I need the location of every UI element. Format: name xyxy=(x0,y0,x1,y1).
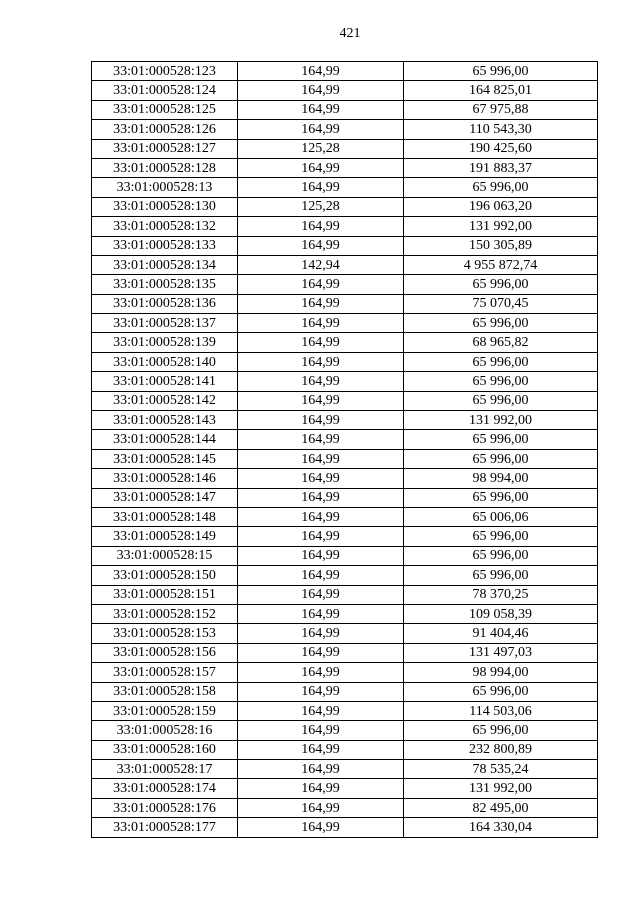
cadastral-value-cell: 98 994,00 xyxy=(404,663,598,682)
cadastral-value-cell: 68 965,82 xyxy=(404,333,598,352)
cadastral-number-cell: 33:01:000528:135 xyxy=(92,275,238,294)
table-row xyxy=(92,81,598,100)
cadastral-number-cell: 33:01:000528:143 xyxy=(92,411,238,430)
area-cell: 164,99 xyxy=(238,120,404,139)
cadastral-number-cell: 33:01:000528:150 xyxy=(92,566,238,585)
cadastral-number-cell: 33:01:000528:133 xyxy=(92,236,238,255)
table-row xyxy=(92,294,598,313)
area-cell: 164,99 xyxy=(238,217,404,236)
cadastral-number-cell: 33:01:000528:144 xyxy=(92,430,238,449)
cadastral-value-cell: 150 305,89 xyxy=(404,236,598,255)
table-row xyxy=(92,449,598,468)
cadastral-number-cell: 33:01:000528:145 xyxy=(92,449,238,468)
cadastral-value-cell: 67 975,88 xyxy=(404,100,598,119)
area-cell: 164,99 xyxy=(238,798,404,817)
area-cell: 164,99 xyxy=(238,740,404,759)
table-row xyxy=(92,411,598,430)
cadastral-value-cell: 131 992,00 xyxy=(404,779,598,798)
table-row xyxy=(92,798,598,817)
table-row xyxy=(92,197,598,216)
area-cell: 164,99 xyxy=(238,62,404,81)
cadastral-value-cell: 232 800,89 xyxy=(404,740,598,759)
cadastral-value-cell: 109 058,39 xyxy=(404,604,598,623)
cadastral-number-cell: 33:01:000528:140 xyxy=(92,352,238,371)
table-row xyxy=(92,430,598,449)
table-row xyxy=(92,760,598,779)
table-row xyxy=(92,701,598,720)
table-row xyxy=(92,488,598,507)
cadastral-value-cell: 75 070,45 xyxy=(404,294,598,313)
cadastral-number-cell: 33:01:000528:141 xyxy=(92,372,238,391)
table-row xyxy=(92,779,598,798)
area-cell: 125,28 xyxy=(238,139,404,158)
cadastral-number-cell: 33:01:000528:125 xyxy=(92,100,238,119)
cadastral-value-cell: 131 497,03 xyxy=(404,643,598,662)
table-row xyxy=(92,352,598,371)
cadastral-number-cell: 33:01:000528:15 xyxy=(92,546,238,565)
table-row xyxy=(92,314,598,333)
cadastral-number-cell: 33:01:000528:157 xyxy=(92,663,238,682)
table-row xyxy=(92,585,598,604)
area-cell: 125,28 xyxy=(238,197,404,216)
area-cell: 164,99 xyxy=(238,391,404,410)
table-row xyxy=(92,158,598,177)
area-cell: 164,99 xyxy=(238,488,404,507)
cadastral-number-cell: 33:01:000528:139 xyxy=(92,333,238,352)
area-cell: 164,99 xyxy=(238,721,404,740)
area-cell: 164,99 xyxy=(238,236,404,255)
area-cell: 142,94 xyxy=(238,255,404,274)
table-row xyxy=(92,604,598,623)
area-cell: 164,99 xyxy=(238,818,404,837)
area-cell: 164,99 xyxy=(238,507,404,526)
table-row xyxy=(92,275,598,294)
cadastral-value-cell: 82 495,00 xyxy=(404,798,598,817)
area-cell: 164,99 xyxy=(238,294,404,313)
area-cell: 164,99 xyxy=(238,352,404,371)
table-row xyxy=(92,469,598,488)
area-cell: 164,99 xyxy=(238,566,404,585)
area-cell: 164,99 xyxy=(238,81,404,100)
table-row xyxy=(92,255,598,274)
cadastral-number-cell: 33:01:000528:160 xyxy=(92,740,238,759)
table-row xyxy=(92,217,598,236)
area-cell: 164,99 xyxy=(238,624,404,643)
cadastral-value-cell: 65 996,00 xyxy=(404,62,598,81)
cadastral-value-cell: 65 996,00 xyxy=(404,275,598,294)
cadastral-value-cell: 191 883,37 xyxy=(404,158,598,177)
cadastral-number-cell: 33:01:000528:152 xyxy=(92,604,238,623)
cadastral-number-cell: 33:01:000528:134 xyxy=(92,255,238,274)
cadastral-number-cell: 33:01:000528:174 xyxy=(92,779,238,798)
cadastral-value-cell: 164 825,01 xyxy=(404,81,598,100)
table-body xyxy=(92,62,598,838)
cadastral-value-cell: 78 535,24 xyxy=(404,760,598,779)
area-cell: 164,99 xyxy=(238,314,404,333)
cadastral-number-cell: 33:01:000528:17 xyxy=(92,760,238,779)
page-number: 421 xyxy=(339,26,361,41)
cadastral-value-cell: 65 996,00 xyxy=(404,430,598,449)
area-cell: 164,99 xyxy=(238,643,404,662)
cadastral-value-cell: 65 996,00 xyxy=(404,527,598,546)
cadastral-value-cell: 65 996,00 xyxy=(404,352,598,371)
table-row xyxy=(92,740,598,759)
table-row xyxy=(92,663,598,682)
cadastral-number-cell: 33:01:000528:156 xyxy=(92,643,238,662)
area-cell: 164,99 xyxy=(238,178,404,197)
cadastral-value-cell: 65 996,00 xyxy=(404,449,598,468)
table-row xyxy=(92,624,598,643)
cadastral-number-cell: 33:01:000528:124 xyxy=(92,81,238,100)
area-cell: 164,99 xyxy=(238,275,404,294)
table-row xyxy=(92,139,598,158)
cadastral-number-cell: 33:01:000528:148 xyxy=(92,507,238,526)
cadastral-number-cell: 33:01:000528:153 xyxy=(92,624,238,643)
area-cell: 164,99 xyxy=(238,469,404,488)
cadastral-value-cell: 4 955 872,74 xyxy=(404,255,598,274)
table-row xyxy=(92,372,598,391)
cadastral-value-cell: 65 996,00 xyxy=(404,546,598,565)
cadastral-number-cell: 33:01:000528:130 xyxy=(92,197,238,216)
area-cell: 164,99 xyxy=(238,585,404,604)
cadastral-value-cell: 65 006,06 xyxy=(404,507,598,526)
table-row xyxy=(92,333,598,352)
area-cell: 164,99 xyxy=(238,333,404,352)
cadastral-value-cell: 65 996,00 xyxy=(404,372,598,391)
cadastral-value-cell: 131 992,00 xyxy=(404,411,598,430)
area-cell: 164,99 xyxy=(238,663,404,682)
cadastral-value-cell: 114 503,06 xyxy=(404,701,598,720)
area-cell: 164,99 xyxy=(238,449,404,468)
cadastral-value-cell: 196 063,20 xyxy=(404,197,598,216)
cadastral-value-cell: 65 996,00 xyxy=(404,488,598,507)
table-row xyxy=(92,236,598,255)
cadastral-value-cell: 131 992,00 xyxy=(404,217,598,236)
cadastral-number-cell: 33:01:000528:146 xyxy=(92,469,238,488)
cadastral-value-cell: 65 996,00 xyxy=(404,682,598,701)
table-row xyxy=(92,507,598,526)
area-cell: 164,99 xyxy=(238,158,404,177)
cadastral-value-cell: 65 996,00 xyxy=(404,721,598,740)
cadastral-value-cell: 91 404,46 xyxy=(404,624,598,643)
table-row xyxy=(92,721,598,740)
cadastral-number-cell: 33:01:000528:142 xyxy=(92,391,238,410)
area-cell: 164,99 xyxy=(238,100,404,119)
cadastral-number-cell: 33:01:000528:126 xyxy=(92,120,238,139)
cadastral-number-cell: 33:01:000528:13 xyxy=(92,178,238,197)
table-row xyxy=(92,527,598,546)
area-cell: 164,99 xyxy=(238,372,404,391)
cadastral-number-cell: 33:01:000528:177 xyxy=(92,818,238,837)
cadastral-value-cell: 110 543,30 xyxy=(404,120,598,139)
cadastral-value-cell: 190 425,60 xyxy=(404,139,598,158)
cadastral-value-cell: 65 996,00 xyxy=(404,314,598,333)
area-cell: 164,99 xyxy=(238,604,404,623)
cadastral-value-table xyxy=(91,61,598,838)
cadastral-number-cell: 33:01:000528:127 xyxy=(92,139,238,158)
cadastral-number-cell: 33:01:000528:136 xyxy=(92,294,238,313)
table-row xyxy=(92,391,598,410)
area-cell: 164,99 xyxy=(238,546,404,565)
cadastral-number-cell: 33:01:000528:128 xyxy=(92,158,238,177)
area-cell: 164,99 xyxy=(238,430,404,449)
cadastral-value-cell: 164 330,04 xyxy=(404,818,598,837)
cadastral-number-cell: 33:01:000528:132 xyxy=(92,217,238,236)
table-row xyxy=(92,120,598,139)
cadastral-number-cell: 33:01:000528:137 xyxy=(92,314,238,333)
cadastral-number-cell: 33:01:000528:16 xyxy=(92,721,238,740)
table-row xyxy=(92,566,598,585)
area-cell: 164,99 xyxy=(238,779,404,798)
table-row xyxy=(92,178,598,197)
cadastral-number-cell: 33:01:000528:123 xyxy=(92,62,238,81)
cadastral-number-cell: 33:01:000528:159 xyxy=(92,701,238,720)
area-cell: 164,99 xyxy=(238,411,404,430)
area-cell: 164,99 xyxy=(238,760,404,779)
table-row xyxy=(92,682,598,701)
cadastral-number-cell: 33:01:000528:176 xyxy=(92,798,238,817)
table-row xyxy=(92,546,598,565)
cadastral-value-cell: 65 996,00 xyxy=(404,566,598,585)
cadastral-value-cell: 98 994,00 xyxy=(404,469,598,488)
table-row xyxy=(92,643,598,662)
cadastral-number-cell: 33:01:000528:147 xyxy=(92,488,238,507)
table-row xyxy=(92,100,598,119)
area-cell: 164,99 xyxy=(238,701,404,720)
cadastral-value-cell: 78 370,25 xyxy=(404,585,598,604)
cadastral-value-cell: 65 996,00 xyxy=(404,178,598,197)
cadastral-value-cell: 65 996,00 xyxy=(404,391,598,410)
table-row xyxy=(92,818,598,837)
cadastral-number-cell: 33:01:000528:149 xyxy=(92,527,238,546)
area-cell: 164,99 xyxy=(238,682,404,701)
cadastral-number-cell: 33:01:000528:151 xyxy=(92,585,238,604)
table-row xyxy=(92,62,598,81)
area-cell: 164,99 xyxy=(238,527,404,546)
cadastral-number-cell: 33:01:000528:158 xyxy=(92,682,238,701)
